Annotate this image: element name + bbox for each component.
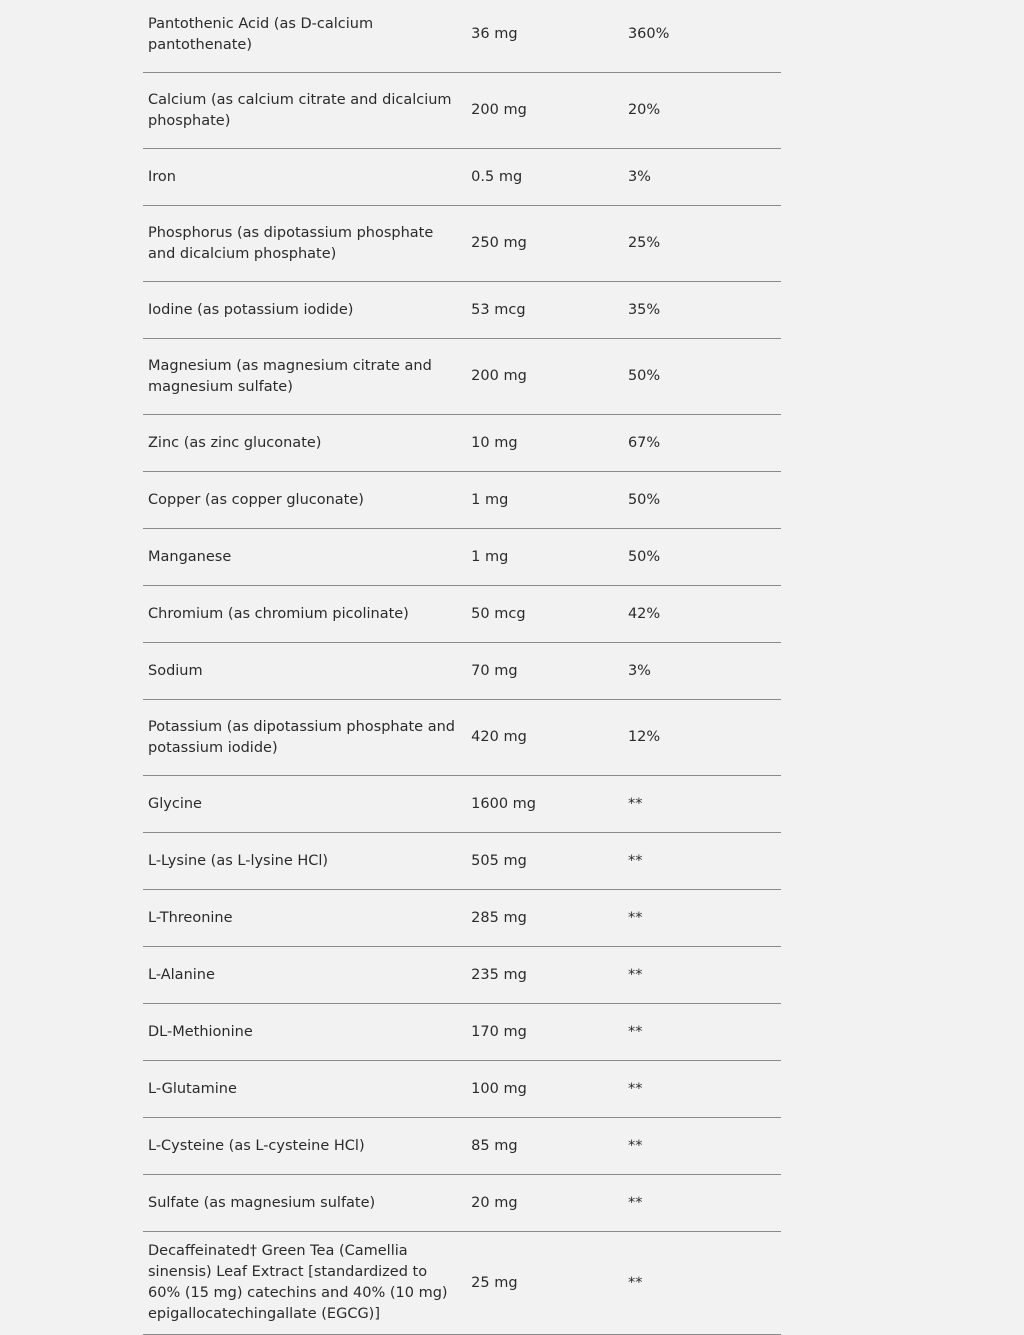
daily-value: 50%: [628, 529, 781, 586]
nutrient-name: Glycine: [143, 776, 471, 833]
table-row: [143, 415, 781, 472]
table-row: [143, 643, 781, 700]
nutrient-name: Sodium: [143, 643, 471, 700]
nutrient-name: Sulfate (as magnesium sulfate): [143, 1175, 471, 1232]
table-row: [143, 890, 781, 947]
nutrient-name: Iodine (as potassium iodide): [143, 282, 471, 339]
nutrient-name: Iron: [143, 149, 471, 206]
nutrient-name: Zinc (as zinc gluconate): [143, 415, 471, 472]
daily-value: 25%: [628, 206, 781, 282]
nutrient-name: Decaffeinated† Green Tea (Camellia sinensis) Leaf Extract [standardized to 60% (15 mg) catechins and 40% (10 mg) epigallocatechingallate (EGCG)]: [143, 1232, 471, 1335]
daily-value: **: [628, 1232, 781, 1335]
amount-per-serving: 170 mg: [471, 1004, 628, 1061]
amount-per-serving: 1600 mg: [471, 776, 628, 833]
amount-per-serving: 10 mg: [471, 415, 628, 472]
nutrient-name: DL-Methionine: [143, 1004, 471, 1061]
daily-value: 3%: [628, 149, 781, 206]
table-row: [143, 339, 781, 415]
daily-value: **: [628, 833, 781, 890]
amount-per-serving: 50 mcg: [471, 586, 628, 643]
table-row: [143, 529, 781, 586]
nutrient-name: Copper (as copper gluconate): [143, 472, 471, 529]
daily-value: 12%: [628, 700, 781, 776]
table-row: [143, 1175, 781, 1232]
daily-value: 67%: [628, 415, 781, 472]
daily-value: 50%: [628, 472, 781, 529]
table-row: [143, 282, 781, 339]
daily-value: **: [628, 776, 781, 833]
table-row: [143, 0, 781, 73]
daily-value: 20%: [628, 73, 781, 149]
daily-value: **: [628, 1004, 781, 1061]
amount-per-serving: 200 mg: [471, 73, 628, 149]
nutrient-name: L-Alanine: [143, 947, 471, 1004]
nutrient-name: Magnesium (as magnesium citrate and magnesium sulfate): [143, 339, 471, 415]
table-row: [143, 833, 781, 890]
table-row: [143, 947, 781, 1004]
nutrient-name: Manganese: [143, 529, 471, 586]
nutrient-name: Pantothenic Acid (as D-calcium pantothenate): [143, 0, 471, 73]
amount-per-serving: 53 mcg: [471, 282, 628, 339]
amount-per-serving: 1 mg: [471, 529, 628, 586]
daily-value: **: [628, 1175, 781, 1232]
nutrient-name: Chromium (as chromium picolinate): [143, 586, 471, 643]
amount-per-serving: 100 mg: [471, 1061, 628, 1118]
amount-per-serving: 420 mg: [471, 700, 628, 776]
amount-per-serving: 25 mg: [471, 1232, 628, 1335]
daily-value: 3%: [628, 643, 781, 700]
table-row: [143, 1118, 781, 1175]
daily-value: 50%: [628, 339, 781, 415]
amount-per-serving: 0.5 mg: [471, 149, 628, 206]
table-row: [143, 1004, 781, 1061]
nutrient-name: L-Glutamine: [143, 1061, 471, 1118]
amount-per-serving: 85 mg: [471, 1118, 628, 1175]
table-row: [143, 149, 781, 206]
amount-per-serving: 235 mg: [471, 947, 628, 1004]
amount-per-serving: 505 mg: [471, 833, 628, 890]
table-row: [143, 700, 781, 776]
amount-per-serving: 285 mg: [471, 890, 628, 947]
nutrient-name: Phosphorus (as dipotassium phosphate and dicalcium phosphate): [143, 206, 471, 282]
table-row: [143, 206, 781, 282]
table-body: [143, 0, 781, 1335]
nutrient-name: Potassium (as dipotassium phosphate and potassium iodide): [143, 700, 471, 776]
amount-per-serving: 70 mg: [471, 643, 628, 700]
table-row: [143, 586, 781, 643]
amount-per-serving: 1 mg: [471, 472, 628, 529]
supplement-facts-table: [143, 0, 781, 1335]
amount-per-serving: 200 mg: [471, 339, 628, 415]
table-row: [143, 1061, 781, 1118]
daily-value: **: [628, 890, 781, 947]
daily-value: 42%: [628, 586, 781, 643]
daily-value: **: [628, 1118, 781, 1175]
daily-value: 360%: [628, 0, 781, 73]
table-row: [143, 1232, 781, 1335]
nutrient-name: L-Cysteine (as L-cysteine HCl): [143, 1118, 471, 1175]
table-row: [143, 73, 781, 149]
amount-per-serving: 36 mg: [471, 0, 628, 73]
daily-value: **: [628, 947, 781, 1004]
nutrient-name: L-Threonine: [143, 890, 471, 947]
table-row: [143, 776, 781, 833]
amount-per-serving: 250 mg: [471, 206, 628, 282]
nutrient-name: L-Lysine (as L-lysine HCl): [143, 833, 471, 890]
daily-value: 35%: [628, 282, 781, 339]
daily-value: **: [628, 1061, 781, 1118]
table-row: [143, 472, 781, 529]
nutrient-name: Calcium (as calcium citrate and dicalcium phosphate): [143, 73, 471, 149]
amount-per-serving: 20 mg: [471, 1175, 628, 1232]
